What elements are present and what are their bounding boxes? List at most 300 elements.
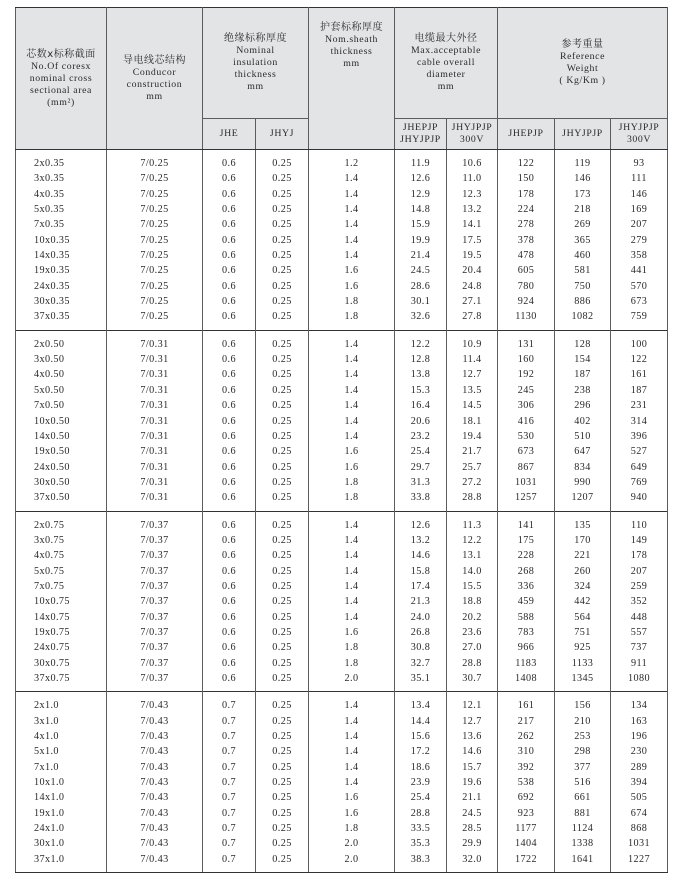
cell-insulation-jhyj: 0.25 <box>256 548 309 563</box>
cell-sheath: 1.6 <box>309 279 395 294</box>
cell-cores: 37x0.75 <box>16 671 107 692</box>
cell-cores: 10x0.35 <box>16 233 107 248</box>
cell-diameter-300v: 27.2 <box>447 475 498 490</box>
cell-conductor: 7/0.25 <box>107 150 203 172</box>
header-diameter-unit: mm <box>437 81 455 92</box>
cell-weight-jhepjp: 1257 <box>498 490 555 511</box>
cell-conductor: 7/0.25 <box>107 233 203 248</box>
cell-insulation-jhe: 0.6 <box>203 309 256 330</box>
cell-sheath: 1.4 <box>309 729 395 744</box>
cell-insulation-jhyj: 0.25 <box>256 460 309 475</box>
cell-conductor: 7/0.37 <box>107 625 203 640</box>
cell-sheath: 1.4 <box>309 171 395 186</box>
cell-insulation-jhyj: 0.25 <box>256 383 309 398</box>
table-row <box>16 414 668 429</box>
table-row <box>16 248 668 263</box>
cell-conductor: 7/0.25 <box>107 248 203 263</box>
cell-weight-300v: 207 <box>611 564 668 579</box>
cell-weight-jhyjpjp: 296 <box>555 398 611 413</box>
cell-conductor: 7/0.25 <box>107 279 203 294</box>
header-insulation-en2: insulation <box>233 57 278 68</box>
cell-diameter-300v: 13.5 <box>447 383 498 398</box>
cell-weight-300v: 1031 <box>611 836 668 851</box>
cell-sheath: 1.4 <box>309 548 395 563</box>
cell-insulation-jhe: 0.7 <box>203 714 256 729</box>
header-cores-en2: nominal cross <box>29 72 93 84</box>
header-cores-en1: No.Of coresx <box>31 60 91 72</box>
cell-diameter-300v: 15.7 <box>447 760 498 775</box>
cell-weight-jhyjpjp: 253 <box>555 729 611 744</box>
cell-insulation-jhe: 0.6 <box>203 233 256 248</box>
cell-weight-jhyjpjp: 661 <box>555 790 611 805</box>
cell-insulation-jhyj: 0.25 <box>256 729 309 744</box>
table-row <box>16 150 668 172</box>
cell-insulation-jhe: 0.7 <box>203 775 256 790</box>
cell-conductor: 7/0.31 <box>107 414 203 429</box>
cell-sheath: 2.0 <box>309 671 395 692</box>
cell-weight-300v: 394 <box>611 775 668 790</box>
cell-diameter-300v: 24.8 <box>447 279 498 294</box>
cell-sheath: 1.4 <box>309 692 395 714</box>
cell-diameter-jhepjp: 14.4 <box>395 714 447 729</box>
cell-conductor: 7/0.31 <box>107 383 203 398</box>
cell-conductor: 7/0.31 <box>107 352 203 367</box>
cell-weight-jhepjp: 478 <box>498 248 555 263</box>
header-sheath <box>309 8 395 150</box>
cell-diameter-jhepjp: 11.9 <box>395 150 447 172</box>
cell-insulation-jhyj: 0.25 <box>256 352 309 367</box>
cell-insulation-jhe: 0.6 <box>203 671 256 692</box>
cell-insulation-jhe: 0.6 <box>203 444 256 459</box>
cell-conductor: 7/0.31 <box>107 460 203 475</box>
cell-insulation-jhyj: 0.25 <box>256 294 309 309</box>
cell-cores: 3x0.35 <box>16 171 107 186</box>
cell-diameter-300v: 14.0 <box>447 564 498 579</box>
cell-cores: 5x0.35 <box>16 202 107 217</box>
header-weight <box>498 8 668 119</box>
cell-diameter-300v: 19.5 <box>447 248 498 263</box>
cell-cores: 14x0.50 <box>16 429 107 444</box>
subheader-jhe: JHE <box>203 119 256 150</box>
cell-insulation-jhyj: 0.25 <box>256 414 309 429</box>
cell-conductor: 7/0.43 <box>107 714 203 729</box>
cell-insulation-jhe: 0.7 <box>203 836 256 851</box>
cell-weight-jhyjpjp: 750 <box>555 279 611 294</box>
cell-conductor: 7/0.43 <box>107 744 203 759</box>
cell-cores: 3x1.0 <box>16 714 107 729</box>
cell-weight-jhyjpjp: 260 <box>555 564 611 579</box>
cell-weight-jhyjpjp: 365 <box>555 233 611 248</box>
cell-weight-300v: 505 <box>611 790 668 805</box>
table-row <box>16 309 668 330</box>
cell-insulation-jhyj: 0.25 <box>256 490 309 511</box>
cell-weight-300v: 673 <box>611 294 668 309</box>
cell-insulation-jhyj: 0.25 <box>256 217 309 232</box>
cell-weight-jhepjp: 378 <box>498 233 555 248</box>
cell-weight-300v: 111 <box>611 171 668 186</box>
cell-sheath: 1.4 <box>309 760 395 775</box>
cell-diameter-jhepjp: 12.8 <box>395 352 447 367</box>
cell-weight-jhepjp: 692 <box>498 790 555 805</box>
cell-diameter-jhepjp: 17.2 <box>395 744 447 759</box>
cell-weight-jhyjpjp: 173 <box>555 187 611 202</box>
cell-cores: 24x0.75 <box>16 640 107 655</box>
table-row <box>16 202 668 217</box>
cell-cores: 37x0.50 <box>16 490 107 511</box>
cell-cores: 14x0.35 <box>16 248 107 263</box>
cell-sheath: 1.4 <box>309 187 395 202</box>
cell-diameter-jhepjp: 18.6 <box>395 760 447 775</box>
cell-cores: 5x0.50 <box>16 383 107 398</box>
cell-conductor: 7/0.25 <box>107 309 203 330</box>
cell-cores: 14x0.75 <box>16 610 107 625</box>
table-row <box>16 610 668 625</box>
subheader-diameter-300v-line2: 300V <box>459 134 485 145</box>
subheader-weight-jhyjpjp: JHYJPJP <box>555 119 611 150</box>
cell-weight-jhepjp: 262 <box>498 729 555 744</box>
cell-diameter-jhepjp: 32.7 <box>395 656 447 671</box>
cell-weight-300v: 146 <box>611 187 668 202</box>
cell-insulation-jhyj: 0.25 <box>256 640 309 655</box>
cell-weight-300v: 441 <box>611 263 668 278</box>
cell-weight-jhyjpjp: 564 <box>555 610 611 625</box>
cell-diameter-300v: 18.1 <box>447 414 498 429</box>
cell-insulation-jhe: 0.6 <box>203 490 256 511</box>
cell-insulation-jhe: 0.6 <box>203 398 256 413</box>
cell-weight-jhepjp: 150 <box>498 171 555 186</box>
cell-sheath: 1.8 <box>309 294 395 309</box>
cell-insulation-jhe: 0.6 <box>203 625 256 640</box>
header-insulation <box>203 8 309 119</box>
cell-cores: 19x0.50 <box>16 444 107 459</box>
table-row <box>16 263 668 278</box>
cell-sheath: 1.4 <box>309 248 395 263</box>
cell-diameter-jhepjp: 14.8 <box>395 202 447 217</box>
table-row <box>16 490 668 511</box>
cell-diameter-300v: 11.3 <box>447 511 498 533</box>
cell-diameter-300v: 12.1 <box>447 692 498 714</box>
subheader-diameter-300v-line1: JHYJPJP <box>451 122 493 133</box>
cell-insulation-jhyj: 0.25 <box>256 692 309 714</box>
cell-weight-300v: 358 <box>611 248 668 263</box>
cell-diameter-jhepjp: 35.3 <box>395 836 447 851</box>
cell-diameter-jhepjp: 16.4 <box>395 398 447 413</box>
cell-insulation-jhyj: 0.25 <box>256 836 309 851</box>
cell-conductor: 7/0.37 <box>107 533 203 548</box>
cell-conductor: 7/0.37 <box>107 564 203 579</box>
cell-diameter-jhepjp: 23.9 <box>395 775 447 790</box>
cell-weight-jhyjpjp: 128 <box>555 330 611 352</box>
cell-weight-jhyjpjp: 1124 <box>555 821 611 836</box>
cell-diameter-jhepjp: 21.3 <box>395 594 447 609</box>
cell-insulation-jhe: 0.7 <box>203 760 256 775</box>
cell-weight-jhyjpjp: 324 <box>555 579 611 594</box>
cell-insulation-jhyj: 0.25 <box>256 790 309 805</box>
cell-weight-300v: 868 <box>611 821 668 836</box>
cell-weight-300v: 169 <box>611 202 668 217</box>
header-weight-en1: Reference <box>559 51 606 62</box>
cell-sheath: 1.6 <box>309 806 395 821</box>
subheader-jhyj: JHYJ <box>256 119 309 150</box>
cell-cores: 4x0.35 <box>16 187 107 202</box>
cell-insulation-jhyj: 0.25 <box>256 202 309 217</box>
cell-cores: 10x0.50 <box>16 414 107 429</box>
cell-diameter-jhepjp: 25.4 <box>395 790 447 805</box>
cell-conductor: 7/0.25 <box>107 187 203 202</box>
cell-diameter-300v: 27.1 <box>447 294 498 309</box>
cell-insulation-jhe: 0.6 <box>203 294 256 309</box>
cell-insulation-jhyj: 0.25 <box>256 671 309 692</box>
cell-weight-300v: 1080 <box>611 671 668 692</box>
cell-conductor: 7/0.25 <box>107 294 203 309</box>
cell-sheath: 1.4 <box>309 202 395 217</box>
cell-cores: 4x1.0 <box>16 729 107 744</box>
cell-insulation-jhyj: 0.25 <box>256 714 309 729</box>
cell-insulation-jhe: 0.6 <box>203 564 256 579</box>
cell-insulation-jhyj: 0.25 <box>256 171 309 186</box>
cell-insulation-jhe: 0.6 <box>203 548 256 563</box>
cell-weight-jhyjpjp: 516 <box>555 775 611 790</box>
table-row <box>16 729 668 744</box>
cell-insulation-jhe: 0.6 <box>203 279 256 294</box>
cell-sheath: 1.4 <box>309 383 395 398</box>
cell-diameter-300v: 21.7 <box>447 444 498 459</box>
cell-conductor: 7/0.37 <box>107 656 203 671</box>
cell-insulation-jhyj: 0.25 <box>256 309 309 330</box>
cell-cores: 2x0.75 <box>16 511 107 533</box>
cell-sheath: 1.4 <box>309 744 395 759</box>
header-cores <box>16 8 107 150</box>
cell-weight-300v: 674 <box>611 806 668 821</box>
cell-diameter-jhepjp: 28.8 <box>395 806 447 821</box>
cell-diameter-jhepjp: 12.6 <box>395 171 447 186</box>
cell-sheath: 1.4 <box>309 330 395 352</box>
cell-insulation-jhyj: 0.25 <box>256 656 309 671</box>
cell-weight-jhepjp: 178 <box>498 187 555 202</box>
cell-insulation-jhe: 0.6 <box>203 330 256 352</box>
cell-weight-jhepjp: 131 <box>498 330 555 352</box>
cell-weight-300v: 649 <box>611 460 668 475</box>
cell-diameter-300v: 12.3 <box>447 187 498 202</box>
cell-weight-300v: 122 <box>611 352 668 367</box>
subheader-diameter-jhepjp <box>395 119 447 150</box>
table-row <box>16 460 668 475</box>
cell-conductor: 7/0.37 <box>107 579 203 594</box>
cell-conductor: 7/0.31 <box>107 367 203 382</box>
cell-weight-jhepjp: 538 <box>498 775 555 790</box>
cell-sheath: 1.4 <box>309 594 395 609</box>
table-row <box>16 533 668 548</box>
cell-cores: 24x0.50 <box>16 460 107 475</box>
cell-insulation-jhyj: 0.25 <box>256 806 309 821</box>
cell-diameter-jhepjp: 38.3 <box>395 852 447 873</box>
header-diameter-en2: cable overall <box>416 57 476 68</box>
cell-weight-300v: 100 <box>611 330 668 352</box>
cell-cores: 2x1.0 <box>16 692 107 714</box>
cell-conductor: 7/0.31 <box>107 490 203 511</box>
table-row <box>16 640 668 655</box>
cell-insulation-jhe: 0.7 <box>203 692 256 714</box>
cell-weight-300v: 93 <box>611 150 668 172</box>
cell-sheath: 1.8 <box>309 490 395 511</box>
cell-weight-jhepjp: 966 <box>498 640 555 655</box>
cell-weight-jhepjp: 1183 <box>498 656 555 671</box>
cell-conductor: 7/0.25 <box>107 202 203 217</box>
table-row <box>16 398 668 413</box>
cell-sheath: 1.4 <box>309 775 395 790</box>
cell-weight-300v: 737 <box>611 640 668 655</box>
cell-sheath: 1.4 <box>309 579 395 594</box>
cell-insulation-jhyj: 0.25 <box>256 475 309 490</box>
cell-cores: 14x1.0 <box>16 790 107 805</box>
cell-weight-jhepjp: 416 <box>498 414 555 429</box>
header-diameter-en1: Max.acceptable <box>410 45 482 56</box>
cell-diameter-jhepjp: 33.5 <box>395 821 447 836</box>
cell-conductor: 7/0.43 <box>107 852 203 873</box>
cell-weight-jhepjp: 175 <box>498 533 555 548</box>
cell-sheath: 1.2 <box>309 150 395 172</box>
cell-diameter-jhepjp: 24.0 <box>395 610 447 625</box>
cell-weight-jhepjp: 245 <box>498 383 555 398</box>
cell-weight-jhyjpjp: 1082 <box>555 309 611 330</box>
cell-weight-jhyjpjp: 1133 <box>555 656 611 671</box>
cell-weight-300v: 207 <box>611 217 668 232</box>
cell-conductor: 7/0.43 <box>107 692 203 714</box>
cell-diameter-jhepjp: 17.4 <box>395 579 447 594</box>
cell-weight-300v: 759 <box>611 309 668 330</box>
cell-insulation-jhyj: 0.25 <box>256 248 309 263</box>
cell-insulation-jhe: 0.7 <box>203 744 256 759</box>
cell-weight-jhepjp: 228 <box>498 548 555 563</box>
cell-diameter-300v: 15.5 <box>447 579 498 594</box>
cell-sheath: 1.4 <box>309 217 395 232</box>
cell-weight-jhyjpjp: 119 <box>555 150 611 172</box>
header-sheath-en2: thickness <box>330 46 373 57</box>
cell-insulation-jhe: 0.6 <box>203 352 256 367</box>
cell-weight-jhepjp: 161 <box>498 692 555 714</box>
cell-weight-jhyjpjp: 581 <box>555 263 611 278</box>
cell-diameter-jhepjp: 15.6 <box>395 729 447 744</box>
cell-weight-jhepjp: 306 <box>498 398 555 413</box>
cell-weight-jhyjpjp: 460 <box>555 248 611 263</box>
cell-weight-jhepjp: 141 <box>498 511 555 533</box>
cell-diameter-jhepjp: 13.4 <box>395 692 447 714</box>
cell-weight-300v: 352 <box>611 594 668 609</box>
cell-diameter-300v: 29.9 <box>447 836 498 851</box>
cell-weight-300v: 163 <box>611 714 668 729</box>
cell-weight-jhyjpjp: 1641 <box>555 852 611 873</box>
cell-diameter-jhepjp: 15.8 <box>395 564 447 579</box>
cell-weight-jhepjp: 1408 <box>498 671 555 692</box>
cell-weight-jhyjpjp: 210 <box>555 714 611 729</box>
table-row <box>16 548 668 563</box>
cell-sheath: 1.4 <box>309 610 395 625</box>
cell-insulation-jhyj: 0.25 <box>256 511 309 533</box>
cell-diameter-jhepjp: 15.3 <box>395 383 447 398</box>
cell-cores: 7x0.75 <box>16 579 107 594</box>
table-row <box>16 775 668 790</box>
cell-weight-jhyjpjp: 1345 <box>555 671 611 692</box>
cell-sheath: 1.8 <box>309 821 395 836</box>
cell-cores: 4x0.75 <box>16 548 107 563</box>
cell-diameter-300v: 13.2 <box>447 202 498 217</box>
cell-diameter-jhepjp: 15.9 <box>395 217 447 232</box>
table-row <box>16 852 668 873</box>
cell-diameter-300v: 12.7 <box>447 367 498 382</box>
cell-weight-jhepjp: 459 <box>498 594 555 609</box>
cell-conductor: 7/0.31 <box>107 444 203 459</box>
cell-diameter-jhepjp: 23.2 <box>395 429 447 444</box>
cell-insulation-jhyj: 0.25 <box>256 429 309 444</box>
cell-weight-300v: 527 <box>611 444 668 459</box>
cell-diameter-300v: 11.0 <box>447 171 498 186</box>
cell-diameter-jhepjp: 13.2 <box>395 533 447 548</box>
cell-diameter-300v: 30.7 <box>447 671 498 692</box>
cell-weight-300v: 448 <box>611 610 668 625</box>
cell-conductor: 7/0.43 <box>107 760 203 775</box>
cell-weight-jhepjp: 867 <box>498 460 555 475</box>
table-row <box>16 294 668 309</box>
header-diameter <box>395 8 498 119</box>
cell-conductor: 7/0.43 <box>107 790 203 805</box>
table-row <box>16 671 668 692</box>
cell-diameter-jhepjp: 25.4 <box>395 444 447 459</box>
header-conductor <box>107 8 203 150</box>
cell-cores: 30x0.50 <box>16 475 107 490</box>
cell-diameter-jhepjp: 12.2 <box>395 330 447 352</box>
cell-insulation-jhe: 0.6 <box>203 217 256 232</box>
cell-diameter-300v: 28.8 <box>447 656 498 671</box>
cell-diameter-jhepjp: 30.1 <box>395 294 447 309</box>
table-row <box>16 475 668 490</box>
cell-weight-jhepjp: 192 <box>498 367 555 382</box>
cell-diameter-300v: 24.5 <box>447 806 498 821</box>
cell-weight-jhyjpjp: 647 <box>555 444 611 459</box>
cell-diameter-300v: 21.1 <box>447 790 498 805</box>
cell-insulation-jhyj: 0.25 <box>256 330 309 352</box>
cell-sheath: 1.8 <box>309 656 395 671</box>
table-row <box>16 383 668 398</box>
cell-weight-300v: 769 <box>611 475 668 490</box>
header-sheath-unit: mm <box>343 58 360 69</box>
cell-cores: 24x0.35 <box>16 279 107 294</box>
cell-sheath: 1.4 <box>309 564 395 579</box>
cell-diameter-300v: 14.6 <box>447 744 498 759</box>
cell-weight-jhepjp: 673 <box>498 444 555 459</box>
cell-insulation-jhyj: 0.25 <box>256 263 309 278</box>
table-row <box>16 806 668 821</box>
subheader-weight-300v-line2: 300V <box>626 134 652 145</box>
cell-sheath: 1.4 <box>309 511 395 533</box>
cell-weight-300v: 940 <box>611 490 668 511</box>
header-insulation-unit: mm <box>247 81 264 92</box>
cell-insulation-jhe: 0.7 <box>203 821 256 836</box>
cell-conductor: 7/0.43 <box>107 775 203 790</box>
cell-conductor: 7/0.43 <box>107 729 203 744</box>
cell-weight-jhyjpjp: 154 <box>555 352 611 367</box>
cell-weight-300v: 396 <box>611 429 668 444</box>
cell-weight-300v: 196 <box>611 729 668 744</box>
cell-insulation-jhe: 0.6 <box>203 579 256 594</box>
cell-weight-300v: 161 <box>611 367 668 382</box>
cell-diameter-jhepjp: 33.8 <box>395 490 447 511</box>
cell-weight-300v: 557 <box>611 625 668 640</box>
cell-diameter-300v: 25.7 <box>447 460 498 475</box>
cell-weight-jhyjpjp: 881 <box>555 806 611 821</box>
cell-weight-300v: 289 <box>611 760 668 775</box>
header-conductor-cn: 导电线芯结构 <box>123 54 186 66</box>
cell-sheath: 1.4 <box>309 398 395 413</box>
